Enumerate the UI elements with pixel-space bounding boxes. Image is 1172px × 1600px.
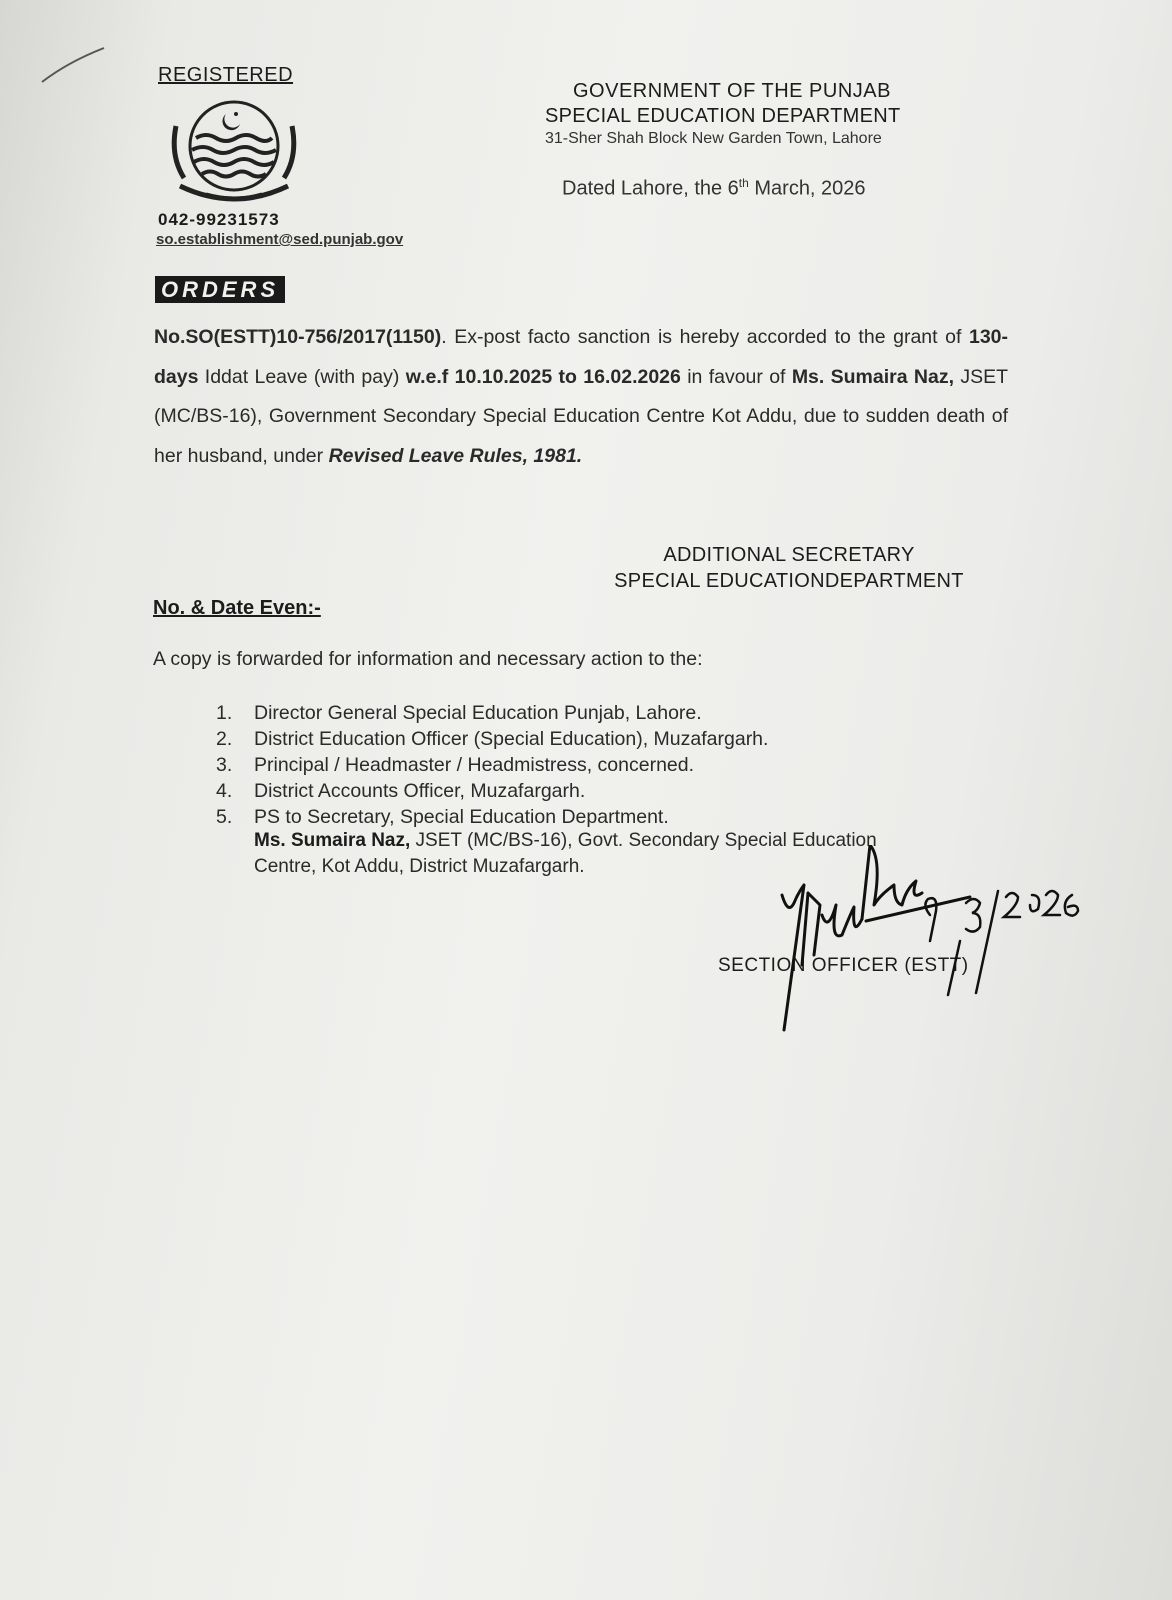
copy-to-name: Ms. Sumaira Naz, xyxy=(254,830,411,851)
leave-period: w.e.f 10.10.2025 to 16.02.2026 xyxy=(405,365,681,388)
no-date-even: No. & Date Even:- xyxy=(153,597,321,619)
list-number: 4. xyxy=(216,780,233,802)
leave-days: 130-days xyxy=(154,326,1008,388)
list-number: 5. xyxy=(216,806,233,828)
forward-text: A copy is forwarded for information and necessary action to the: xyxy=(153,648,703,670)
list-number: 2. xyxy=(216,728,233,750)
order-text: JSET (MC/BS-16), Government Secondary Special Education Centre Kot Addu, due to sudden death of her husband, under xyxy=(154,365,1009,467)
phone-number: 042-99231573 xyxy=(158,210,280,229)
list-item xyxy=(216,778,768,804)
list-number: 1. xyxy=(216,702,233,724)
registered-label: REGISTERED xyxy=(158,64,294,86)
list-text: Director General Special Education Punjab, Lahore. xyxy=(254,702,702,724)
signatory-block xyxy=(584,542,994,594)
employee-name: Ms. Sumaira Naz, xyxy=(791,365,955,388)
department-address: 31-Sher Shah Block New Garden Town, Lahore xyxy=(545,130,882,147)
order-text: in favour of xyxy=(680,365,792,388)
order-number: No.SO(ESTT)10-756/2017(1150) xyxy=(154,326,442,348)
section-officer-label: SECTION OFFICER (ESTT) xyxy=(718,955,969,976)
leave-rules: Revised Leave Rules, 1981. xyxy=(328,444,583,467)
order-text: . Ex-post facto sanction is hereby accorded to the grant of xyxy=(441,326,969,348)
signatory-title: ADDITIONAL SECRETARY xyxy=(663,544,915,566)
list-item xyxy=(216,726,768,752)
department-title: SPECIAL EDUCATION DEPARTMENT xyxy=(545,105,901,127)
punjab-government-seal-icon xyxy=(166,96,302,206)
pencil-mark-icon xyxy=(38,44,108,84)
dated-prefix: Dated Lahore, the 6 xyxy=(562,177,739,200)
orders-label: ORDERS xyxy=(155,276,285,303)
handwritten-signature xyxy=(770,845,1130,1035)
list-item xyxy=(216,752,768,778)
list-text: District Education Officer (Special Education), Muzafargarh. xyxy=(254,728,769,750)
dated-sup: th xyxy=(738,176,749,190)
dated-line xyxy=(562,176,866,201)
government-title: GOVERNMENT OF THE PUNJAB xyxy=(573,80,891,102)
email-link[interactable]: so.establishment@sed.punjab.gov xyxy=(156,231,404,248)
order-paragraph xyxy=(154,318,1008,476)
list-item xyxy=(216,804,768,830)
list-text: PS to Secretary, Special Education Department. xyxy=(254,806,669,828)
signatory-department: SPECIAL EDUCATIONDEPARTMENT xyxy=(614,570,964,592)
list-number: 3. xyxy=(216,754,233,776)
order-text: Iddat Leave (with pay) xyxy=(198,365,406,388)
recipient-list xyxy=(216,700,768,830)
list-text: Principal / Headmaster / Headmistress, concerned. xyxy=(254,754,695,776)
list-text: District Accounts Officer, Muzafargarh. xyxy=(254,780,586,802)
dated-suffix: March, 2026 xyxy=(748,177,866,200)
department-header xyxy=(545,80,965,148)
copy-to-text: JSET (MC/BS-16), Govt. Secondary Special Education xyxy=(410,830,877,851)
list-item xyxy=(216,700,768,726)
copy-to-text: Centre, Kot Addu, District Muzafargarh. xyxy=(254,856,585,877)
